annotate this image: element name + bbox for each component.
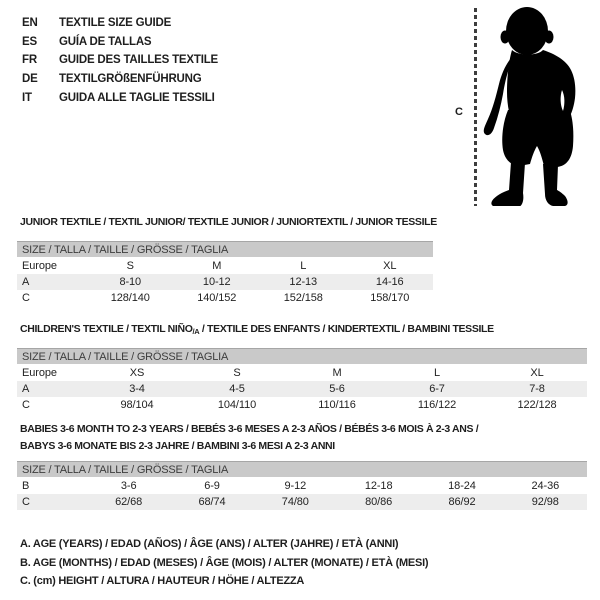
table-row [17, 478, 587, 494]
cell: 10-12 [202, 276, 231, 288]
row-label: A [22, 276, 30, 288]
row-label: A [22, 383, 30, 395]
lang-code: FR [22, 54, 37, 67]
cell: 5-6 [329, 383, 345, 395]
cell: L [300, 260, 307, 272]
cell: 80/86 [365, 496, 393, 508]
lang-code: IT [22, 91, 32, 104]
height-measure-label: C [455, 106, 463, 118]
table-row [17, 258, 433, 274]
title-part: / TEXTILE DES ENFANTS / KINDERTEXTIL / BAMBINI TESSILE [199, 323, 494, 335]
lang-title: GUIDA ALLE TAGLIE TESSILI [59, 91, 215, 104]
cell: 18-24 [448, 480, 476, 492]
cell: 62/68 [115, 496, 143, 508]
lang-row-es [22, 33, 218, 52]
cell: M [212, 260, 222, 272]
cell: 7-8 [529, 383, 545, 395]
language-title-block [22, 14, 218, 108]
cell: 74/80 [281, 496, 309, 508]
cell: 104/110 [217, 399, 257, 411]
cell: 6-9 [204, 480, 220, 492]
row-label: C [22, 496, 30, 508]
cell: XL [530, 367, 544, 379]
cell: 3-6 [120, 480, 137, 492]
legend-notes [20, 535, 428, 591]
cell: 110/116 [318, 399, 356, 411]
cell: 8-10 [119, 276, 142, 288]
lang-code: ES [22, 35, 37, 48]
children-table [17, 365, 587, 413]
cell: S [126, 260, 134, 272]
title-line-1: BABIES 3-6 MONTH TO 2-3 YEARS / BEBÉS 3-6 MESES A 2-3 AÑOS / BÉBÉS 3-6 MOIS À 2-3 ANS / [20, 423, 479, 435]
lang-code: DE [22, 73, 38, 86]
lang-title: GUÍA DE TALLAS [59, 35, 152, 48]
cell: XS [129, 367, 145, 379]
cell: 3-4 [129, 383, 145, 395]
row-label: C [22, 399, 30, 411]
height-measure-dashed-line [474, 8, 477, 206]
lang-row-en [22, 14, 218, 33]
row-label: B [22, 480, 30, 492]
table-row [17, 397, 587, 413]
toddler-silhouette-icon [480, 4, 598, 206]
cell: 24-36 [531, 480, 560, 492]
lang-title: TEXTILE SIZE GUIDE [59, 17, 172, 29]
cell: 128/140 [110, 292, 150, 304]
table-row [17, 494, 587, 510]
lang-row-de [22, 70, 218, 89]
cell: 98/104 [120, 399, 154, 411]
cell: 92/98 [531, 496, 559, 508]
cell: 152/158 [283, 292, 323, 304]
babies-table [17, 478, 587, 510]
title-line-2: BABYS 3-6 MONATE BIS 2-3 JAHRE / BAMBINI 3-6 MESI A 2-3 ANNI [20, 440, 335, 452]
cell: 14-16 [375, 276, 404, 288]
cell: S [233, 367, 241, 379]
table-row [17, 274, 433, 290]
cell: 6-7 [429, 383, 445, 395]
cell: 68/74 [198, 496, 226, 508]
table-row [17, 365, 587, 381]
note-a: A. AGE (YEARS) / EDAD (AÑOS) / ÂGE (ANS) / ALTER (JAHRE) / ETÀ (ANNI) [20, 538, 399, 550]
row-label: Europe [22, 260, 57, 272]
cell: L [433, 367, 441, 379]
table-row [17, 290, 433, 306]
children-table-title [20, 323, 494, 336]
junior-table [17, 258, 433, 306]
cell: 116/122 [417, 399, 457, 411]
note-b: B. AGE (MONTHS) / EDAD (MESES) / ÂGE (MOIS) / ALTER (MONATE) / ETÀ (MESI) [20, 556, 429, 569]
cell: 4-5 [229, 383, 245, 395]
babies-size-header-bar: SIZE / TALLA / TAILLE / GRÖSSE / TAGLIA [17, 461, 587, 477]
cell: 86/92 [448, 496, 476, 508]
junior-size-header-bar: SIZE / TALLA / TAILLE / GRÖSSE / TAGLIA [17, 241, 433, 257]
lang-row-fr [22, 51, 218, 70]
cell: 158/170 [370, 292, 410, 304]
cell: XL [383, 260, 397, 272]
note-c: C. (cm) HEIGHT / ALTURA / HAUTEUR / HÖHE / ALTEZZA [20, 575, 305, 588]
lang-title: GUIDE DES TAILLES TEXTILE [59, 54, 218, 67]
table-row [17, 381, 587, 397]
lang-title: TEXTILGRÖßENFÜHRUNG [59, 73, 202, 86]
cell: 140/152 [197, 292, 237, 304]
cell: M [332, 367, 342, 379]
cell: 12-18 [364, 480, 393, 492]
row-label: C [22, 292, 30, 304]
children-size-header-bar: SIZE / TALLA / TAILLE / GRÖSSE / TAGLIA [17, 348, 587, 364]
lang-code: EN [22, 17, 38, 29]
row-label: Europe [22, 367, 57, 379]
title-subscript: /A [192, 327, 200, 336]
cell: 9-12 [284, 480, 307, 492]
babies-table-title [20, 421, 478, 455]
lang-row-it [22, 89, 218, 108]
title-part: CHILDREN'S TEXTILE / TEXTIL NIÑO [20, 323, 193, 335]
cell: 122/128 [517, 399, 557, 411]
junior-table-title: JUNIOR TEXTILE / TEXTIL JUNIOR/ TEXTILE JUNIOR / JUNIORTEXTIL / JUNIOR TESSILE [20, 216, 437, 228]
cell: 12-13 [289, 276, 318, 288]
